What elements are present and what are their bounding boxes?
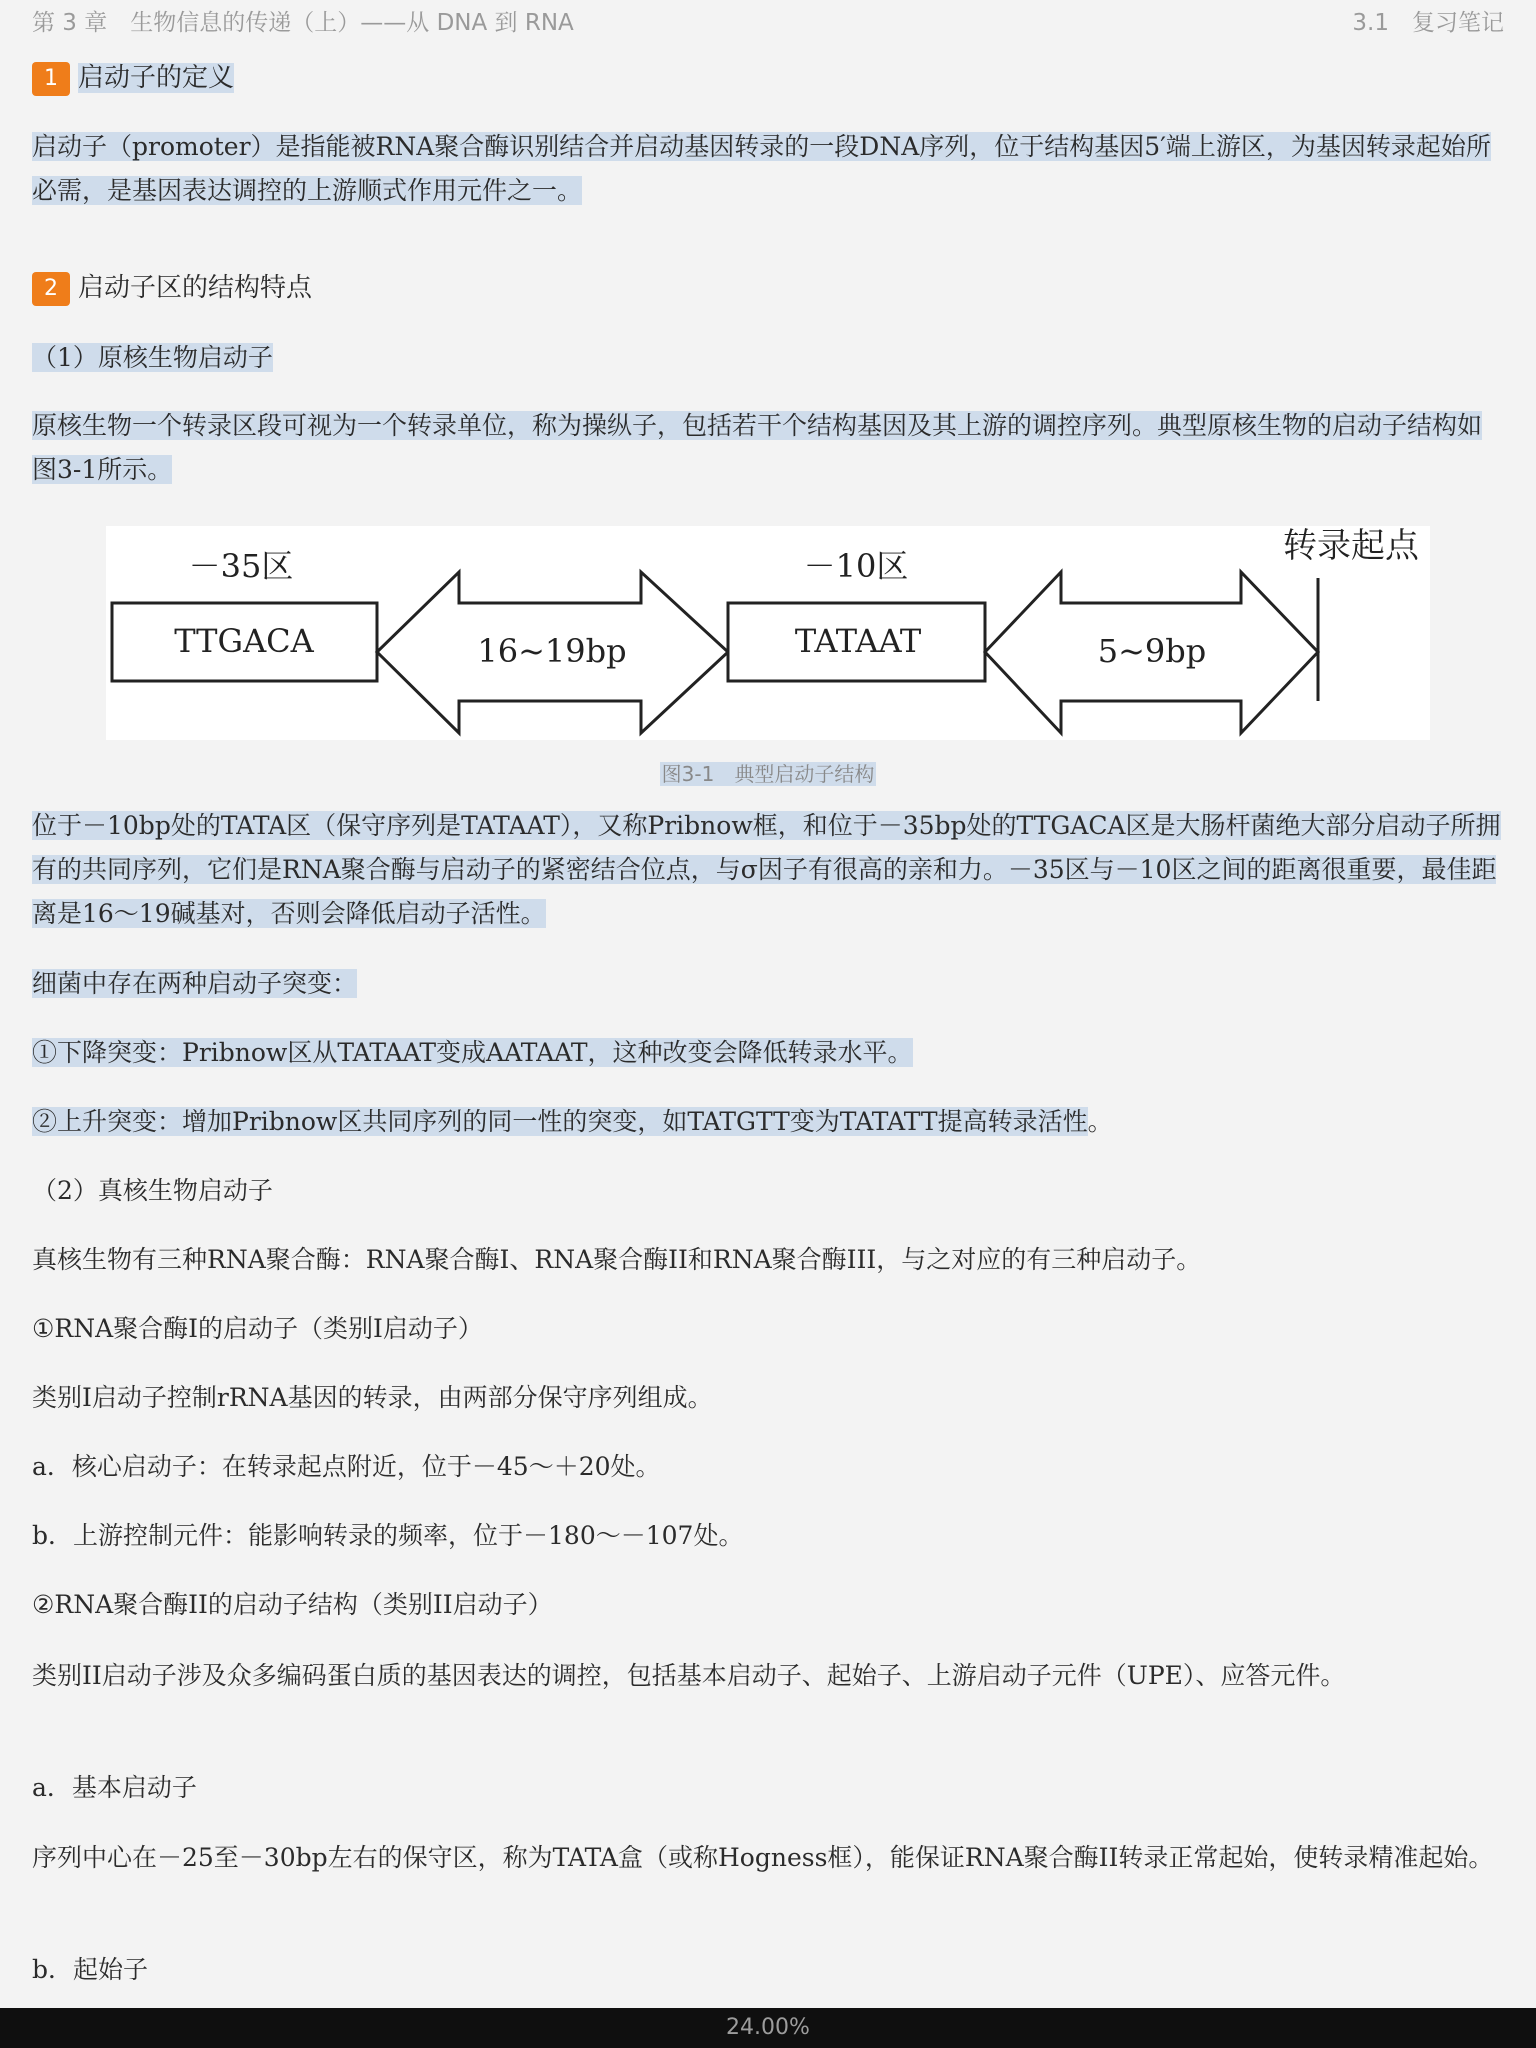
paragraph-mutation-intro	[32, 962, 1504, 1006]
paragraph-text: a．基本启动子	[32, 1773, 197, 1802]
paragraph-initiator	[32, 1948, 1504, 1992]
paragraph-class1-desc	[32, 1376, 1504, 1420]
figure-promoter-structure	[106, 526, 1430, 740]
paragraph-text: 序列中心在－25至－30bp左右的保守区，称为TATA盒（或称Hogness框），能保证RNA聚合酶II转录正常起始，使转录精准起始。	[32, 1843, 1494, 1872]
paragraph-core-promoter	[32, 1445, 1504, 1489]
paragraph-down-mutation	[32, 1031, 1504, 1075]
highlighted-text: ②上升突变：增加Pribnow区共同序列的同一性的突变，如TATGTT变为TATATT提高转录活性	[32, 1107, 1088, 1136]
label-minus10: －10区	[803, 547, 909, 585]
paragraph-text: b．起始子	[32, 1955, 149, 1984]
paragraph-class1-heading	[32, 1307, 1504, 1351]
promoter-diagram	[106, 526, 1430, 740]
paragraph-tata-box	[32, 1836, 1504, 1880]
paragraph-rna-polymerases	[32, 1238, 1504, 1282]
section-heading-1	[32, 56, 1504, 100]
highlighted-text: 位于－10bp处的TATA区（保守序列是TATAAT），又称Pribnow框，和位于－35bp处的TTGACA区是大肠杆菌绝大部分启动子所拥有的共同序列，它们是RNA聚合酶与启动子的紧密结合位点，与σ因子有很高的亲和力。－35区与－10区之间的距离很重要，最佳距离是16～19碱基对，否则会降低启动子活性。	[32, 811, 1501, 928]
paragraph-upstream-element	[32, 1514, 1504, 1558]
paragraph-up-mutation	[32, 1100, 1504, 1144]
paragraph-tata-region	[32, 804, 1504, 936]
figure-caption-text: 图3-1 典型启动子结构	[661, 762, 875, 786]
section-number-badge: 2	[32, 272, 70, 306]
chapter-title: 第 3 章 生物信息的传递（上）——从 DNA 到 RNA	[32, 10, 574, 36]
paragraph-class2-desc	[32, 1654, 1504, 1698]
paragraph-text: 类别II启动子涉及众多编码蛋白质的基因表达的调控，包括基本启动子、起始子、上游启动子元件（UPE）、应答元件。	[32, 1661, 1346, 1690]
figure-caption	[0, 758, 1536, 787]
page-header	[32, 4, 1504, 40]
transcription-start-label: 转录起点	[1283, 526, 1419, 566]
subheading-text: （2）真核生物启动子	[32, 1176, 273, 1205]
plain-text: 。	[1087, 1107, 1113, 1136]
arrow-5-9bp-label: 5~9bp	[1097, 632, 1207, 670]
highlighted-text: （1）原核生物启动子	[32, 343, 273, 372]
paragraph-operon	[32, 404, 1504, 492]
paragraph-text: 真核生物有三种RNA聚合酶：RNA聚合酶I、RNA聚合酶II和RNA聚合酶III，与之对应的有三种启动子。	[32, 1245, 1202, 1274]
section-title: 3.1 复习笔记	[1352, 10, 1504, 36]
paragraph-promoter-definition	[32, 125, 1504, 213]
paragraph-text: ②RNA聚合酶II的启动子结构（类别II启动子）	[32, 1590, 553, 1619]
paragraph-text: 类别I启动子控制rRNA基因的转录，由两部分保守序列组成。	[32, 1383, 713, 1412]
reading-progress-text: 24.00%	[726, 2015, 810, 2040]
highlighted-text: 原核生物一个转录区段可视为一个转录单位，称为操纵子，包括若干个结构基因及其上游的调控序列。典型原核生物的启动子结构如图3-1所示。	[32, 411, 1483, 484]
highlighted-text: 细菌中存在两种启动子突变：	[32, 969, 358, 998]
highlighted-text: 启动子（promoter）是指能被RNA聚合酶识别结合并启动基因转录的一段DNA序列，位于结构基因5′端上游区，为基因转录起始所必需，是基因表达调控的上游顺式作用元件之一。	[32, 132, 1491, 205]
paragraph-basic-promoter	[32, 1766, 1504, 1810]
paragraph-class2-heading	[32, 1583, 1504, 1627]
box-tataat-label: TATAAT	[794, 622, 922, 660]
paragraph-text: b．上游控制元件：能影响转录的频率，位于－180～－107处。	[32, 1521, 744, 1550]
subheading-eukaryote	[32, 1169, 1504, 1213]
section-heading-text: 启动子的定义	[78, 63, 235, 93]
section-heading-text: 启动子区的结构特点	[78, 273, 313, 303]
highlighted-text: ①下降突变：Pribnow区从TATAAT变成AATAAT，这种改变会降低转录水平。	[32, 1038, 913, 1067]
arrow-16-19bp-label: 16~19bp	[477, 632, 627, 670]
paragraph-text: a．核心启动子：在转录起点附近，位于－45～＋20处。	[32, 1452, 661, 1481]
section-number-badge: 1	[32, 62, 70, 96]
reading-progress-bar	[0, 2008, 1536, 2048]
label-minus35: －35区	[188, 547, 294, 585]
section-heading-2	[32, 266, 1504, 310]
subheading-prokaryote	[32, 336, 1504, 380]
box-ttgaca-label: TTGACA	[174, 622, 314, 660]
paragraph-text: ①RNA聚合酶I的启动子（类别I启动子）	[32, 1314, 483, 1343]
